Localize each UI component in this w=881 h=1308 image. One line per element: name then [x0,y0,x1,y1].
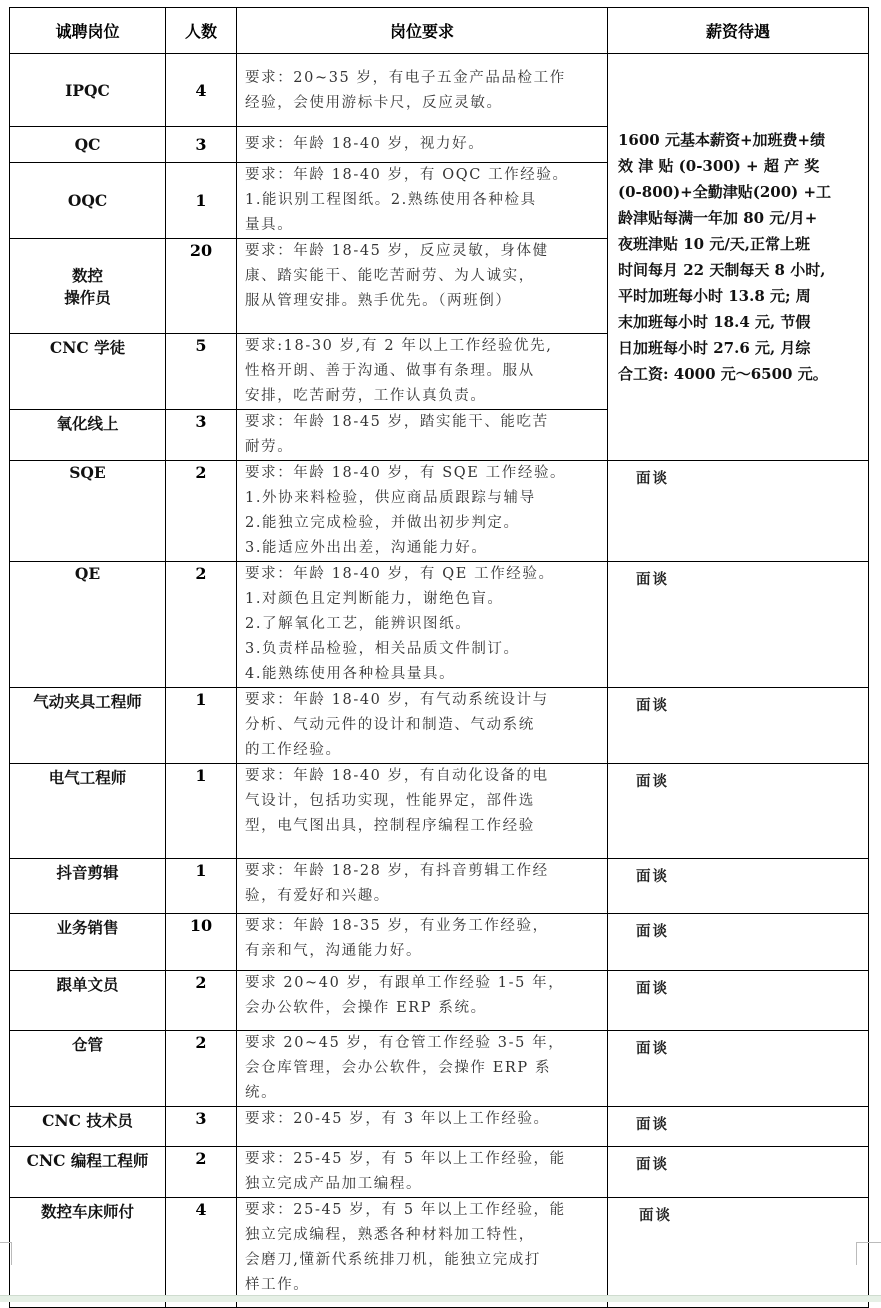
position-cell: 氧化线上 [10,410,166,461]
position-cell: 业务销售 [10,914,166,971]
requirement-line: 会仓库管理，会办公软件，会操作 ERP 系 [245,1060,552,1076]
requirements-cell [237,859,608,914]
position-line: 数控 [71,266,103,285]
requirement-line: 要求：年龄 18-40 岁，有 QE 工作经验。 [245,566,555,582]
count-cell: 1 [166,688,237,764]
table-row [10,1198,869,1308]
requirement-line: 要求：年龄 18-40 岁，视力好。 [245,136,485,152]
salary-cell: 面谈 [608,859,869,914]
requirement-line: 要求：年龄 18-40 岁，有 SQE 工作经验。 [245,465,567,481]
requirement-line: 安排，吃苦耐劳，工作认真负责。 [245,388,487,404]
requirement-line: 的工作经验。 [245,742,342,758]
position-cell: 气动夹具工程师 [10,688,166,764]
count-cell: 2 [166,461,237,562]
salary-line: 夜班津贴 10 元/天,正常上班 [618,235,811,253]
requirement-line: 要求：年龄 18-40 岁，有气动系统设计与 [245,692,549,708]
requirement-line: 要求：25-45 岁，有 5 年以上工作经验，能 [245,1202,566,1218]
salary-line: 合工资: 4000 元～6500 元。 [618,365,828,383]
salary-cell: 面谈 [608,914,869,971]
requirements-cell [237,163,608,239]
requirement-line: 要求：年龄 18-35 岁，有业务工作经验， [245,918,549,934]
requirement-line: 康、踏实能干、能吃苦耐劳、为人诚实， [245,268,535,284]
salary-line: 日加班每小时 27.6 元, 月综 [618,339,811,357]
count-cell: 1 [166,859,237,914]
requirement-line: 3.能适应外出出差，沟通能力好。 [245,540,488,556]
count-cell: 20 [166,239,237,334]
position-cell: QC [10,127,166,163]
requirement-line: 3.负责样品检验，相关品质文件制订。 [245,641,520,657]
header-requirements: 岗位要求 [237,8,608,54]
position-cell: SQE [10,461,166,562]
requirement-line: 气设计，包括功实现，性能界定，部件选 [245,793,535,809]
count-cell: 2 [166,1147,237,1198]
requirement-line: 分析、气动元件的设计和制造、气动系统 [245,717,535,733]
count-cell: 2 [166,562,237,688]
table-row [10,1107,869,1147]
salary-cell: 面谈 [608,562,869,688]
count-cell: 4 [166,1198,237,1308]
requirement-line: 验，有爱好和兴趣。 [245,888,390,904]
requirement-line: 要求：年龄 18-45 岁，反应灵敏，身体健 [245,243,549,259]
table-row [10,971,869,1031]
requirement-line: 2.了解氧化工艺，能辨识图纸。 [245,616,472,632]
salary-cell: 面谈 [608,688,869,764]
requirement-line: 独立完成产品加工编程。 [245,1176,423,1192]
shared-salary-cell [608,54,869,461]
requirement-line: 独立完成编程，熟悉各种材料加工特性， [245,1227,535,1243]
requirement-line: 要求：年龄 18-40 岁，有自动化设备的电 [245,768,549,784]
count-cell: 4 [166,54,237,127]
requirements-cell [237,1198,608,1308]
salary-cell: 面谈 [608,1031,869,1107]
position-cell: 电气工程师 [10,764,166,859]
header-salary: 薪资待遇 [608,8,869,54]
requirement-line: 服从管理安排。熟手优先。（两班倒） [245,293,512,309]
requirement-line: 1.对颜色且定判断能力，谢绝色盲。 [245,591,504,607]
requirement-line: 统。 [245,1085,278,1101]
page-corner-mark-left [0,1242,12,1265]
salary-line: 1600 元基本薪资+加班费+绩 [618,131,826,149]
count-cell: 5 [166,334,237,410]
requirement-line: 量具。 [245,217,294,233]
requirements-cell [237,1031,608,1107]
position-cell: CNC 编程工程师 [10,1147,166,1198]
requirements-cell [237,1107,608,1147]
salary-line: 末加班每小时 18.4 元, 节假 [618,313,811,331]
salary-cell: 面谈 [608,461,869,562]
requirement-line: 1.外协来料检验，供应商品质跟踪与辅导 [245,490,536,506]
table-row [10,914,869,971]
requirements-cell [237,334,608,410]
table-row [10,1147,869,1198]
requirement-line: 要求:18-30 岁,有 2 年以上工作经验优先, [245,338,553,354]
salary-cell: 面谈 [608,1107,869,1147]
salary-line: 龄津贴每满一年加 80 元/月+ [618,209,818,227]
position-cell: QE [10,562,166,688]
count-cell: 2 [166,971,237,1031]
salary-cell: 面谈 [608,1147,869,1198]
requirement-line: 要求：年龄 18-28 岁，有抖音剪辑工作经 [245,863,549,879]
position-cell: 数控车床师付 [10,1198,166,1308]
count-cell: 10 [166,914,237,971]
requirements-cell [237,562,608,688]
requirement-line: 1.能识别工程图纸。2.熟练使用各种检具 [245,192,537,208]
salary-line: 时间每月 22 天制每天 8 小时, [618,261,826,279]
position-cell: IPQC [10,54,166,127]
position-cell: 仓管 [10,1031,166,1107]
salary-line: (0-800)+全勤津贴(200) +工 [618,183,832,201]
position-cell: 跟单文员 [10,971,166,1031]
requirement-line: 要求：年龄 18-40 岁，有 OQC 工作经验。 [245,167,569,183]
header-count: 人数 [166,8,237,54]
table-row [10,54,869,127]
requirements-cell [237,1147,608,1198]
count-cell: 3 [166,127,237,163]
requirements-cell [237,688,608,764]
requirement-line: 要求 20~45 岁，有仓管工作经验 3-5 年， [245,1035,565,1051]
requirement-line: 要求 20~40 岁，有跟单工作经验 1-5 年， [245,975,565,991]
salary-cell: 面谈 [608,1198,869,1308]
requirement-line: 型，电气图出具，控制程序编程工作经验 [245,818,535,834]
requirements-cell [237,461,608,562]
count-cell: 3 [166,1107,237,1147]
count-cell: 3 [166,410,237,461]
table-row [10,688,869,764]
salary-line: 平时加班每小时 13.8 元; 周 [618,287,811,305]
recruitment-table [9,7,869,1308]
requirement-line: 要求：20~35 岁，有电子五金产品品检工作 [245,70,566,86]
table-row [10,461,869,562]
requirement-line: 经验，会使用游标卡尺，反应灵敏。 [245,95,503,111]
salary-line: 效 津 贴 (0-300) + 超 产 奖 [618,157,820,175]
count-cell: 1 [166,764,237,859]
position-line: 操作员 [64,288,111,307]
count-cell: 1 [166,163,237,239]
requirements-cell [237,971,608,1031]
requirements-cell [237,914,608,971]
requirements-cell [237,764,608,859]
requirement-line: 耐劳。 [245,439,294,455]
requirement-line: 性格开朗、善于沟通、做事有条理。服从 [245,363,535,379]
requirement-line: 样工作。 [245,1277,310,1293]
table-row [10,859,869,914]
page-corner-mark-right [856,1242,881,1265]
count-cell: 2 [166,1031,237,1107]
table-row [10,562,869,688]
requirement-line: 要求：25-45 岁，有 5 年以上工作经验，能 [245,1151,566,1167]
table-header-row [10,8,869,54]
header-position: 诚聘岗位 [10,8,166,54]
position-cell: OQC [10,163,166,239]
requirement-line: 要求：20-45 岁，有 3 年以上工作经验。 [245,1111,550,1127]
requirement-line: 2.能独立完成检验，并做出初步判定。 [245,515,520,531]
table-row [10,764,869,859]
requirements-cell [237,410,608,461]
position-cell: CNC 技术员 [10,1107,166,1147]
requirement-line: 会办公软件，会操作 ERP 系统。 [245,1000,487,1016]
requirement-line: 会磨刀,懂新代系统排刀机，能独立完成打 [245,1252,542,1268]
position-cell [10,239,166,334]
requirements-cell [237,127,608,163]
salary-cell: 面谈 [608,971,869,1031]
requirements-cell [237,239,608,334]
requirement-line: 4.能熟练使用各种检具量具。 [245,666,456,682]
requirement-line: 要求：年龄 18-45 岁，踏实能干、能吃苦 [245,414,549,430]
requirements-cell [237,54,608,127]
salary-cell: 面谈 [608,764,869,859]
position-cell: CNC 学徒 [10,334,166,410]
requirement-line: 有亲和气，沟通能力好。 [245,943,423,959]
position-cell: 抖音剪辑 [10,859,166,914]
table-row [10,1031,869,1107]
